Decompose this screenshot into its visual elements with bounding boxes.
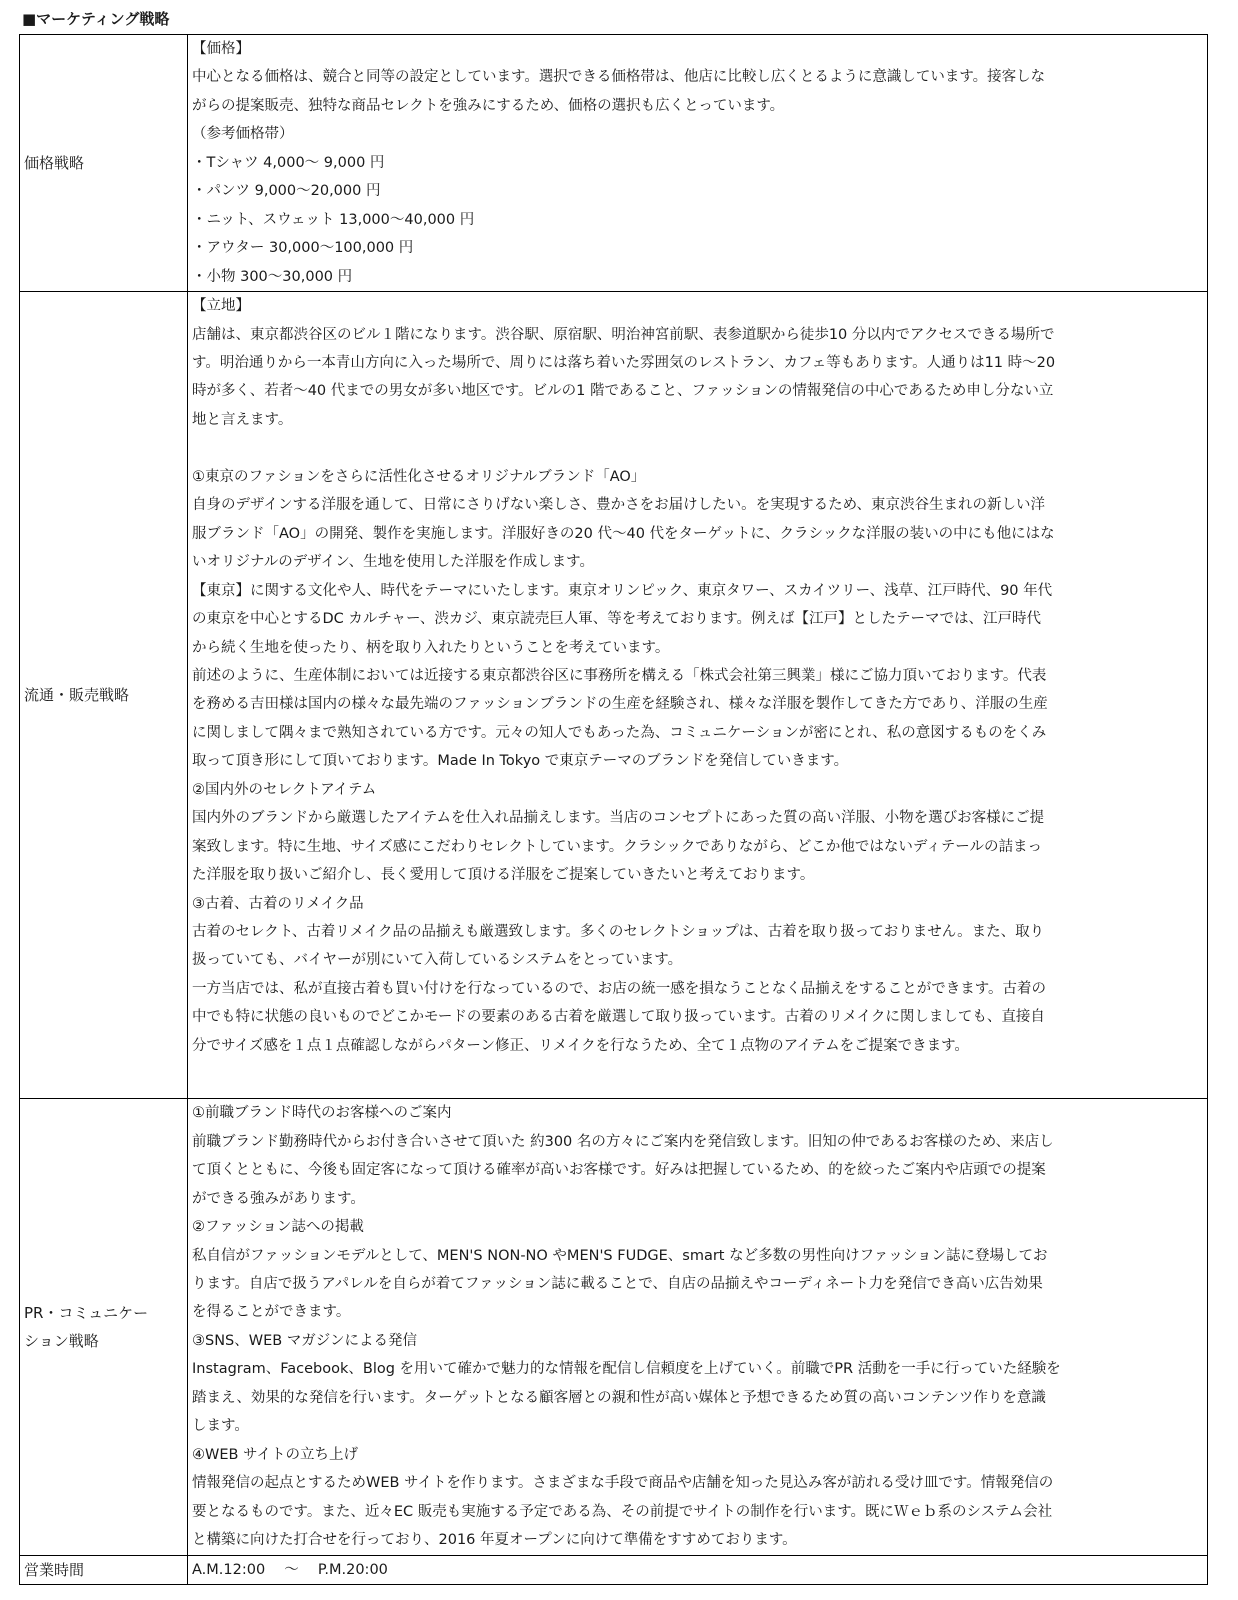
text-line: 店舗は、東京都渋谷区のビル１階になります。渋谷駅、原宿駅、明治神宮前駅、表参道駅から徒歩10 分以内でアクセスできる場所で <box>192 326 1055 343</box>
text-line: ・アウター 30,000～100,000 円 <box>192 240 414 257</box>
text-line: ④WEB サイトの立ち上げ <box>192 1446 359 1463</box>
text-line: 【価格】 <box>192 41 250 57</box>
text-line: 前職ブランド勤務時代からお付き合いさせて頂いた 約300 名の方々にご案内を発信致します。旧知の仲であるお客様のため、来店し <box>192 1133 1054 1150</box>
text-line: の東京を中心とするDC カルチャー、渋カジ、東京読売巨人軍、等を考えております。例えば【江戸】としたテーマでは、江戸時代 <box>192 611 1042 628</box>
text-line: いオリジナルのデザイン、生地を使用した洋服を作成します。 <box>192 554 594 571</box>
table-row <box>20 35 1208 292</box>
text-line: 【東京】に関する文化や人、時代をテーマにいたします。東京オリンピック、東京タワー、スカイツリー、浅草、江戸時代、90 年代 <box>192 582 1053 599</box>
text-line: た洋服を取り扱いご紹介し、長く愛用して頂ける洋服をご提案していきたいと考えております。 <box>192 867 815 884</box>
row-content-hours: A.M.12:00 ～ P.M.20:00 <box>188 1555 1208 1584</box>
row-label-price: 価格戦略 <box>20 35 188 292</box>
text-line: 取って頂き形にして頂いております。Made In Tokyo で東京テーマのブランドを発信していきます。 <box>192 753 849 770</box>
text-line: がらの提案販売、独特な商品セレクトを強みにするため、価格の選択も広くとっています。 <box>192 97 785 114</box>
text-line: 中心となる価格は、競合と同等の設定としています。選択できる価格帯は、他店に比較し広くとるように意識しています。接客しな <box>192 69 1046 86</box>
text-line: 要となるものです。また、近々EC 販売も実施する予定である為、その前提でサイトの制作を行います。既にＷｅｂ系のシステム会社 <box>192 1503 1053 1520</box>
text-line: 扱っていても、バイヤーが別にいて入荷しているシステムをとっています。 <box>192 952 683 969</box>
page-title: ■マーケティング戦略 <box>22 10 170 28</box>
text-line: 【立地】 <box>192 298 250 315</box>
table-row <box>20 1099 1208 1555</box>
text-line: ①東京のファションをさらに活性化させるオリジナルブランド「AO」 <box>192 468 646 485</box>
text-line: から続く生地を使ったり、柄を取り入れたりということを考えています。 <box>192 639 670 656</box>
text-line: て頂くとともに、今後も固定客になって頂ける確率が高いお客様です。好みは把握しているため、的を絞ったご案内や店頭での提案 <box>192 1162 1046 1179</box>
marketing-strategy-table <box>19 34 1208 1585</box>
text-line: を得ることができます。 <box>192 1304 351 1321</box>
text-line <box>192 434 1203 462</box>
text-line: 私自信がファッションモデルとして、MEN'S NON-NO やMEN'S FUDGE、smart など多数の男性向けファッション誌に登場してお <box>192 1247 1048 1264</box>
text-line: （参考価格帯） <box>192 126 294 143</box>
text-line: ②国内外のセレクトアイテム <box>192 781 377 798</box>
text-line: ります。自店で扱うアパレルを自らが着てファッション誌に載ることで、自店の品揃えやコーディネート力を発信でき高い広告効果 <box>192 1276 1043 1293</box>
text-line: ②ファッション誌への掲載 <box>192 1219 364 1236</box>
text-line: 踏まえ、効果的な発信を行います。ターゲットとなる顧客層との親和性が高い媒体と予想できるため質の高いコンテンツ作りを意識 <box>192 1389 1046 1406</box>
text-line: 古着のセレクト、古着リメイク品の品揃えも厳選致します。多くのセレクトショップは、古着を取り扱っておりません。また、取り <box>192 924 1045 941</box>
text-line: と構築に向けた打合せを行っており、2016 年夏オープンに向けて準備をすすめております。 <box>192 1532 797 1549</box>
row-content-pr <box>188 1099 1208 1555</box>
text-line: 地と言えます。 <box>192 411 293 428</box>
text-line: ③古着、古着のリメイク品 <box>192 895 364 912</box>
text-line: 案致します。特に生地、サイズ感にこだわりセレクトしています。クラシックでありながら、どこか他ではないディテールの詰まっ <box>192 838 1042 855</box>
row-label-pr: PR・コミュニケー ション戦略 <box>20 1099 188 1555</box>
text-line: 中でも特に状態の良いものでどこかモードの要素のある古着を厳選して取り扱っています。古着のリメイクに関しましても、直接自 <box>192 1009 1045 1026</box>
row-content-distribution <box>188 292 1208 1099</box>
text-line: 分でサイズ感を１点１点確認しながらパターン修正、リメイクを行なうため、全て１点物のアイテムをご提案できます。 <box>192 1037 969 1054</box>
text-line: 一方当店では、私が直接古着も買い付けを行なっているので、お店の統一感を損なうことなく品揃えをすることができます。古着の <box>192 980 1047 997</box>
row-content-price <box>188 35 1208 292</box>
text-line: を務める吉田様は国内の様々な最先端のファッションブランドの生産を経験され、様々な洋服を製作してきた方であり、洋服の生産 <box>192 696 1048 713</box>
text-line: 時が多く、若者～40 代までの男女が多い地区です。ビルの1 階であること、ファッションの情報発信の中心であるため申し分ない立 <box>192 383 1054 400</box>
row-label-distribution: 流通・販売戦略 <box>20 292 188 1099</box>
text-line: ③SNS、WEB マガジンによる発信 <box>192 1332 417 1349</box>
text-line: 服ブランド「AO」の開発、製作を実施します。洋服好きの20 代～40 代をターゲットに、クラシックな洋服の装いの中にも他にはな <box>192 525 1055 542</box>
row-label-hours: 営業時間 <box>20 1555 188 1584</box>
text-line: ・小物 300～30,000 円 <box>192 268 353 285</box>
text-line: す。明治通りから一本青山方向に入った場所で、周りには落ち着いた雰囲気のレストラン、カフェ等もあります。人通りは11 時～20 <box>192 354 1056 371</box>
text-line: Instagram、Facebook、Blog を用いて確かで魅力的な情報を配信し信頼度を上げていく。前職でPR 活動を一手に行っていた経験を <box>192 1361 1061 1378</box>
text-line: 国内外のブランドから厳選したアイテムを仕入れ品揃えします。当店のコンセプトにあった質の高い洋服、小物を選びお客様にご提 <box>192 810 1045 827</box>
table-row <box>20 1555 1208 1584</box>
text-line: 情報発信の起点とするためWEB サイトを作ります。さまざまな手段で商品や店舗を知った見込み客が訪れる受け皿です。情報発信の <box>192 1475 1054 1492</box>
text-line: ・ニット、スウェット 13,000～40,000 円 <box>192 211 475 228</box>
text-line: します。 <box>192 1418 249 1435</box>
text-line: ができる強みがあります。 <box>192 1190 365 1207</box>
text-line: ・Tシャツ 4,000～ 9,000 円 <box>192 154 385 171</box>
text-line: ①前職ブランド時代のお客様へのご案内 <box>192 1105 452 1122</box>
text-line: 前述のように、生産体制においては近接する東京都渋谷区に事務所を構える「株式会社第三興業」様にご協力頂いております。代表 <box>192 667 1047 684</box>
text-line: に関しまして隅々まで熟知されている方です。元々の知人でもあった為、コミュニケーションが密にとれ、私の意図するものをくみ <box>192 724 1047 741</box>
text-line: 自身のデザインする洋服を通して、日常にさりげない楽しさ、豊かさをお届けしたい。を実現するため、東京渋谷生まれの新しい洋 <box>192 497 1046 514</box>
table-row <box>20 292 1208 1099</box>
text-line: ・パンツ 9,000～20,000 円 <box>192 183 381 200</box>
